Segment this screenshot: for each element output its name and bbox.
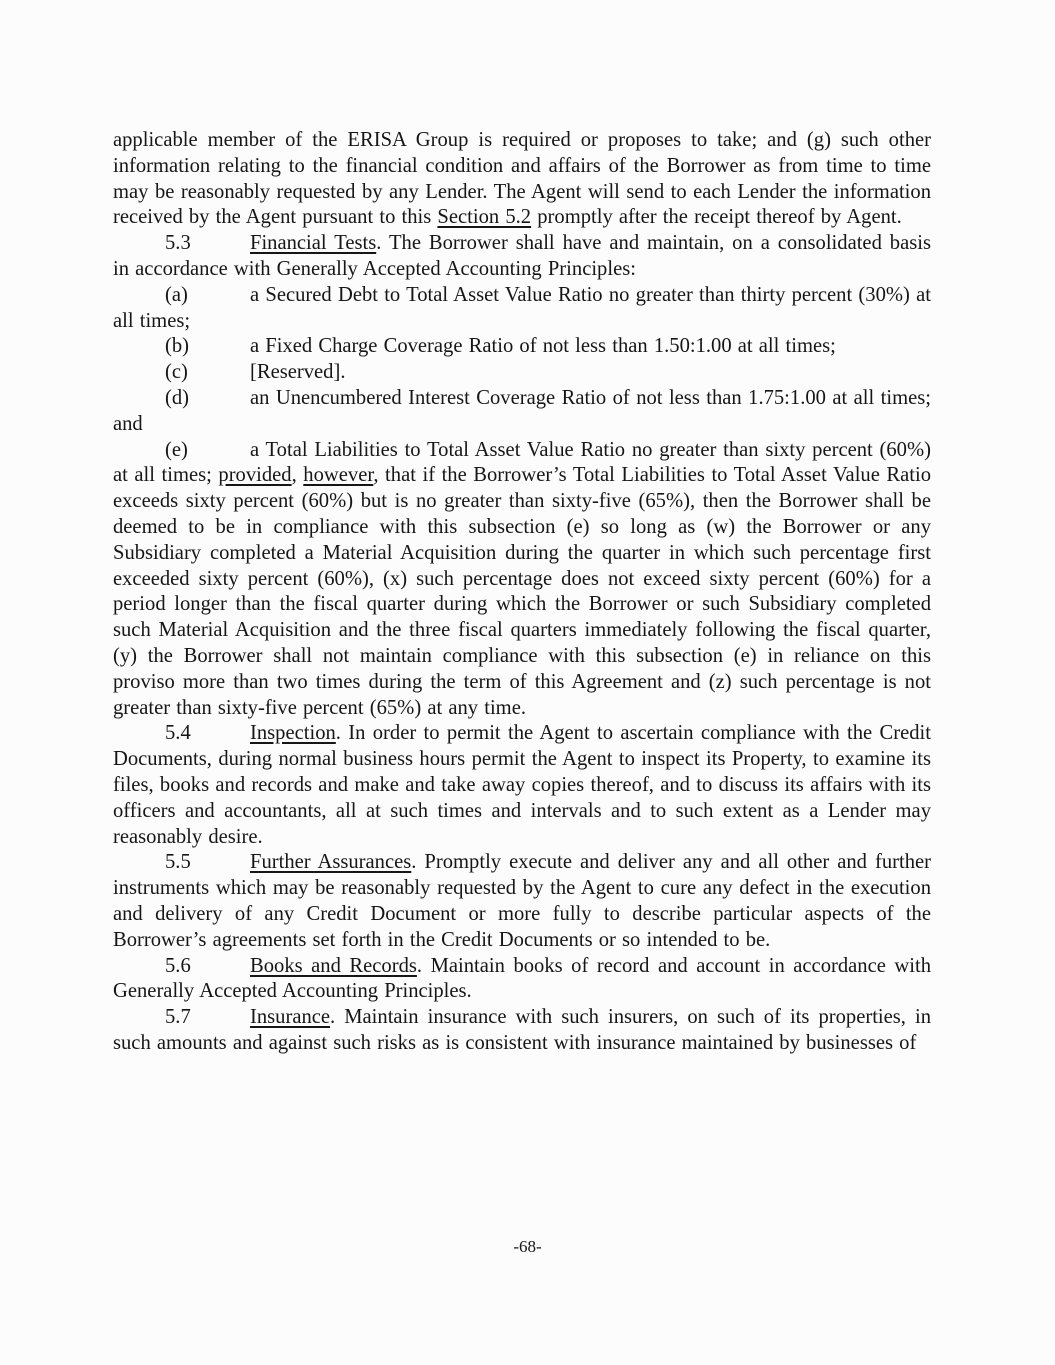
item-label: (c) <box>165 361 188 384</box>
proviso-term-provided: provided <box>218 464 292 487</box>
item-text: , that if the Borrower’s Total Liabilities to Total Asset Value Ratio exceeds sixty percent (60%) but is no greater than sixty-five (65%), then the Borrower shall be deemed to be in compliance with this subsection (e) so long as (w) the Borrower or any Subsidiary completed a Material Acquisition during the quarter in which such percentage first exceeded sixty percent (60%), (x) such percentage does not exceed sixty percent (60%) for a period longer than the fiscal quarter during which the Borrower or such Subsidiary completed such Material Acquisition and the three fiscal quarters immediately following the fiscal quarter, (y) the Borrower shall not maintain compliance with this subsection (e) in reliance on this proviso more than two times during the term of this Agreement and (z) such percentage is not greater than sixty-five percent (65%) at any time. <box>113 464 931 719</box>
paragraph-text: applicable member of the ERISA Group is required or proposes to take; and (g) such other information relating to the financial condition and affairs of the Borrower as from time to time may be reasonably requested by any Lender. The Agent will send to each Lender the information received by the Agent pursuant to this <box>113 129 931 229</box>
proviso-term-however: however <box>303 464 374 487</box>
section-body: . Maintain books of record and account in accordance with Generally Accepted Accounting Principles. <box>113 954 932 1003</box>
document-body <box>113 128 931 1057</box>
section-number: 5.7 <box>165 1006 191 1029</box>
section-heading: Inspection <box>250 722 336 745</box>
section-body: . Maintain insurance with such insurers, on such of its properties, in such amounts and against such risks as is consistent with insurance maintained by businesses of <box>113 1006 931 1054</box>
item-b-fixed-charge-ratio <box>113 334 931 360</box>
paragraph-erisa-continuation <box>113 128 931 231</box>
section-heading: Further Assurances <box>250 851 412 874</box>
section-5-2-reference: Section 5.2 <box>437 206 532 229</box>
item-text: [Reserved]. <box>250 361 346 384</box>
item-text: an Unencumbered Interest Coverage Ratio of not less than 1.75:1.00 at all times; and <box>113 386 931 435</box>
item-text: , <box>291 464 304 487</box>
section-5-4-inspection <box>113 721 931 850</box>
section-body: . The Borrower shall have and maintain, on a consolidated basis in accordance with Generally Accepted Accounting Principles: <box>113 232 931 280</box>
section-heading: Insurance <box>250 1006 331 1029</box>
section-number: 5.5 <box>165 851 191 874</box>
section-body: . In order to permit the Agent to ascertain compliance with the Credit Documents, during normal business hours permit the Agent to inspect its Property, to examine its files, books and records and make and take away copies thereof, and to discuss its affairs with its officers and accountants, all at such times and intervals and to such extent as a Lender may reasonably desire. <box>113 722 931 848</box>
section-number: 5.3 <box>165 232 191 255</box>
section-5-3-financial-tests <box>113 231 931 283</box>
item-text: a Fixed Charge Coverage Ratio of not less than 1.50:1.00 at all times; <box>250 335 836 358</box>
paragraph-text: promptly after the receipt thereof by Agent. <box>531 206 902 229</box>
item-text: a Secured Debt to Total Asset Value Ratio no greater than thirty percent (30%) at all times; <box>113 283 931 332</box>
page-number: -68- <box>513 1237 542 1256</box>
section-5-6-books-and-records <box>113 954 931 1006</box>
item-d-unencumbered-interest-ratio <box>113 386 931 438</box>
item-a-secured-debt-ratio <box>113 283 931 335</box>
item-label: (d) <box>165 386 190 409</box>
item-label: (a) <box>165 283 188 306</box>
section-number: 5.4 <box>165 722 191 745</box>
section-5-7-insurance <box>113 1005 931 1057</box>
section-heading: Financial Tests <box>250 232 377 255</box>
section-number: 5.6 <box>165 954 191 977</box>
item-e-total-liabilities-ratio <box>113 438 931 722</box>
item-label: (e) <box>165 438 188 461</box>
section-body: . Promptly execute and deliver any and all other and further instruments which may be reasonably requested by the Agent to cure any defect in the execution and delivery of any Credit Document or more fully to describe particular aspects of the Borrower’s agreements set forth in the Credit Documents or so intended to be. <box>113 851 931 951</box>
item-c-reserved <box>113 360 931 386</box>
item-text: a Total Liabilities to Total Asset Value Ratio no greater than sixty percent (60%) at all times; <box>113 438 931 487</box>
section-heading: Books and Records <box>250 954 417 977</box>
item-label: (b) <box>165 335 190 358</box>
section-5-5-further-assurances <box>113 850 931 953</box>
